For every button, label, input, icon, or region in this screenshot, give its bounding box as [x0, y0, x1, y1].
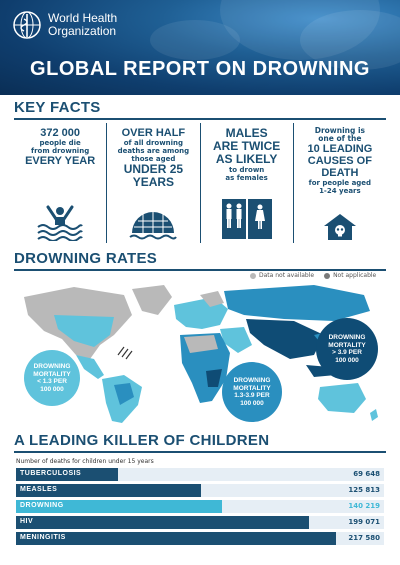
map-asia [246, 319, 324, 359]
bar-label-tuberculosis: TUBERCULOSIS [20, 470, 82, 477]
fact4-emphasis2: CAUSES OF [307, 155, 372, 167]
bar-row-meningitis [16, 532, 384, 545]
bubble-low-mortality: DROWNING MORTALITY < 1.3 PER 100 000 [24, 350, 80, 406]
fact2-line1: of all drowning [123, 139, 184, 147]
bar-value-measles: 125 813 [348, 486, 380, 494]
fact2-emphasis2: UNDER 25 [123, 162, 184, 176]
bar-label-drowning: DROWNING [20, 502, 64, 509]
bar-row-hiv [16, 516, 384, 529]
children-divider [14, 451, 386, 453]
drowning-person-icon [36, 201, 84, 241]
fact4-line2: one of the [318, 134, 362, 143]
map-new-zealand [370, 409, 378, 421]
fact4-line1: Drowning is [314, 126, 366, 135]
bar-label-hiv: HIV [20, 518, 34, 525]
map-usa-canada [54, 315, 114, 347]
org-name-line2: Organization [48, 24, 117, 38]
legend-data-not-available: Data not available [250, 272, 314, 279]
bubble-high-mortality: DROWNING MORTALITY > 3.9 PER 100 000 [316, 318, 378, 380]
fact4-line3: for people aged [308, 179, 372, 187]
map-russia [224, 285, 370, 321]
bar-fill-hiv [16, 516, 309, 529]
fact3-line1: to drown [228, 166, 265, 174]
pool-icon [128, 207, 178, 241]
bar-row-tuberculosis [16, 468, 384, 481]
bar-value-hiv: 199 071 [348, 518, 380, 526]
fact4-line4: 1-24 years [319, 187, 361, 195]
fact3-emphasis2: ARE TWICE [212, 139, 281, 153]
fact3-emphasis3: AS LIKELY [215, 152, 278, 166]
key-facts-panel [14, 123, 386, 243]
fact4-emphasis1: 10 LEADING [307, 143, 373, 155]
fact-males [201, 123, 294, 243]
skull-house-icon [323, 213, 357, 241]
who-logo [12, 10, 117, 40]
bar-value-meningitis: 217 580 [348, 534, 380, 542]
map-central-america [76, 355, 104, 379]
bars-caption: Number of deaths for children under 15 years [16, 458, 154, 465]
map-australia [318, 383, 366, 413]
fact-deaths-per-year [14, 123, 107, 243]
report-title: GLOBAL REPORT ON DROWNING [30, 58, 370, 80]
fact2-emphasis3: YEARS [132, 175, 175, 189]
bar-row-measles [16, 484, 384, 497]
bar-value-drowning: 140 219 [348, 502, 380, 510]
bar-value-tuberculosis: 69 648 [353, 470, 380, 478]
fact-leading-causes [294, 123, 386, 243]
drowning-rates-heading: DROWNING RATES [14, 250, 158, 267]
bar-label-measles: MEASLES [20, 486, 58, 493]
fact3-emphasis1: MALES [225, 126, 268, 140]
fact4-emphasis3: DEATH [321, 167, 359, 179]
org-name-line1: World Health [48, 11, 118, 25]
key-facts-divider [14, 118, 386, 120]
fact2-emphasis1: OVER HALF [121, 127, 186, 139]
fact2-line3: those aged [131, 155, 176, 163]
bar-row-drowning [16, 500, 384, 513]
fact3-line2: as females [225, 174, 268, 182]
map-hatched-region [118, 347, 132, 359]
fact1-number: 372 000 [40, 127, 80, 139]
fact1-emphasis: EVERY YEAR [25, 155, 96, 167]
bubble-mid-mortality: DROWNING MORTALITY 1.3-3.9 PER 100 000 [222, 362, 282, 422]
fact-under-25 [107, 123, 200, 243]
bar-label-meningitis: MENINGITIS [20, 534, 66, 541]
fact2-line2: deaths are among [117, 147, 190, 155]
male-female-icon [220, 197, 274, 241]
map-greenland [132, 285, 172, 315]
drowning-rates-divider [14, 269, 386, 271]
fact1-line1: people die [39, 139, 81, 147]
who-emblem-icon [12, 10, 42, 40]
key-facts-heading: KEY FACTS [14, 99, 101, 116]
children-heading: A LEADING KILLER OF CHILDREN [14, 432, 270, 449]
fact1-line2: from drowning [31, 147, 90, 155]
header-banner [0, 0, 400, 95]
legend-not-applicable: Not applicable [324, 272, 376, 279]
